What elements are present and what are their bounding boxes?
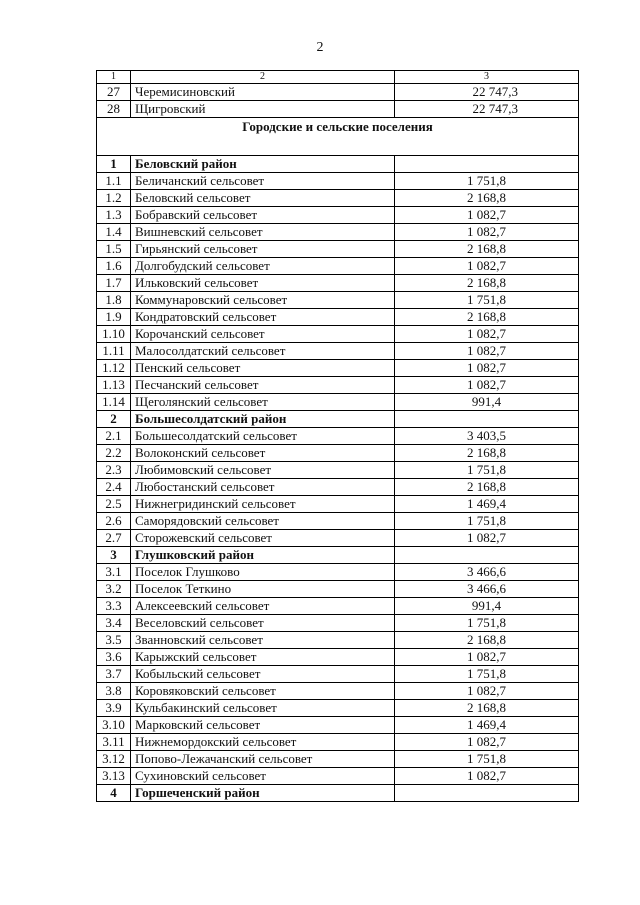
header-col-1: 1 [97,71,131,84]
row-number: 1.6 [97,258,131,275]
row-name: Званновский сельсовет [131,632,395,649]
row-value: 1 469,4 [395,496,579,513]
row-name: Кондратовский сельсовет [131,309,395,326]
row-value: 1 082,7 [395,734,579,751]
row-value: 991,4 [395,598,579,615]
table-row [97,479,579,496]
row-number: 3.2 [97,581,131,598]
district-number: 1 [97,156,131,173]
row-number: 1.4 [97,224,131,241]
district-value [395,411,579,428]
table-row [97,292,579,309]
row-name: Щеголянский сельсовет [131,394,395,411]
row-number: 3.13 [97,768,131,785]
district-number: 2 [97,411,131,428]
table-row [97,275,579,292]
row-value: 2 168,8 [395,632,579,649]
table-row [97,326,579,343]
row-name: Беличанский сельсовет [131,173,395,190]
district-name: Глушковский район [131,547,395,564]
row-name: Беловский сельсовет [131,190,395,207]
district-row [97,411,579,428]
row-value: 3 403,5 [395,428,579,445]
district-name: Беловский район [131,156,395,173]
table-row [97,598,579,615]
table-row [97,649,579,666]
table-row [97,84,579,101]
row-value: 1 751,8 [395,513,579,530]
district-value [395,785,579,802]
row-number: 1.11 [97,343,131,360]
district-number: 4 [97,785,131,802]
row-value: 1 082,7 [395,207,579,224]
header-col-3: 3 [395,71,579,84]
row-name: Поселок Глушково [131,564,395,581]
table-row [97,394,579,411]
row-name: Сухиновский сельсовет [131,768,395,785]
row-name: Коммунаровский сельсовет [131,292,395,309]
row-number: 1.13 [97,377,131,394]
table-row [97,632,579,649]
allocation-table [96,70,579,802]
district-number: 3 [97,547,131,564]
row-number: 1.14 [97,394,131,411]
row-value: 1 082,7 [395,326,579,343]
district-value [395,547,579,564]
row-value: 1 751,8 [395,173,579,190]
row-name: Черемисиновский [131,84,395,101]
row-name: Веселовский сельсовет [131,615,395,632]
row-number: 1.7 [97,275,131,292]
row-number: 1.1 [97,173,131,190]
row-number: 1.5 [97,241,131,258]
district-row [97,156,579,173]
row-value: 3 466,6 [395,581,579,598]
row-number: 1.8 [97,292,131,309]
row-value: 22 747,3 [395,84,579,101]
row-value: 1 751,8 [395,615,579,632]
row-name: Корочанский сельсовет [131,326,395,343]
row-number: 3.12 [97,751,131,768]
row-number: 28 [97,101,131,118]
row-name: Поселок Теткино [131,581,395,598]
row-value: 1 751,8 [395,292,579,309]
row-value: 3 466,6 [395,564,579,581]
row-number: 1.12 [97,360,131,377]
row-name: Малосолдатский сельсовет [131,343,395,360]
row-name: Волоконский сельсовет [131,445,395,462]
table-row [97,173,579,190]
row-number: 3.6 [97,649,131,666]
section-header-row [97,118,579,156]
row-name: Гирьянский сельсовет [131,241,395,258]
row-name: Большесолдатский сельсовет [131,428,395,445]
header-col-2: 2 [131,71,395,84]
district-row [97,785,579,802]
table-row [97,258,579,275]
row-name: Алексеевский сельсовет [131,598,395,615]
row-number: 3.10 [97,717,131,734]
table-row [97,666,579,683]
table-header-row [97,71,579,84]
row-number: 2.1 [97,428,131,445]
table-row [97,207,579,224]
table-row [97,734,579,751]
row-number: 1.10 [97,326,131,343]
row-value: 2 168,8 [395,309,579,326]
row-value: 1 082,7 [395,683,579,700]
row-name: Нижнегридинский сельсовет [131,496,395,513]
row-number: 2.2 [97,445,131,462]
row-number: 2.4 [97,479,131,496]
row-number: 3.4 [97,615,131,632]
table-row [97,101,579,118]
row-number: 2.3 [97,462,131,479]
row-name: Бобравский сельсовет [131,207,395,224]
table-row [97,241,579,258]
row-value: 2 168,8 [395,190,579,207]
row-value: 2 168,8 [395,479,579,496]
row-number: 1.3 [97,207,131,224]
row-value: 1 082,7 [395,224,579,241]
row-name: Марковский сельсовет [131,717,395,734]
row-value: 1 082,7 [395,360,579,377]
table-row [97,751,579,768]
row-number: 2.6 [97,513,131,530]
table-row [97,581,579,598]
table-row [97,428,579,445]
table-row [97,513,579,530]
row-number: 3.8 [97,683,131,700]
row-name: Щигровский [131,101,395,118]
row-name: Песчанский сельсовет [131,377,395,394]
district-row [97,547,579,564]
row-name: Вишневский сельсовет [131,224,395,241]
row-value: 1 082,7 [395,258,579,275]
row-value: 2 168,8 [395,445,579,462]
table-row [97,190,579,207]
row-value: 2 168,8 [395,700,579,717]
table-row [97,683,579,700]
row-value: 1 751,8 [395,462,579,479]
row-number: 2.5 [97,496,131,513]
table-row [97,615,579,632]
row-name: Сторожевский сельсовет [131,530,395,547]
table-row [97,445,579,462]
row-number: 3.3 [97,598,131,615]
table-row [97,462,579,479]
table-row [97,343,579,360]
district-name: Горшеченский район [131,785,395,802]
page-number: 2 [316,40,324,55]
row-value: 1 469,4 [395,717,579,734]
table-row [97,717,579,734]
row-number: 27 [97,84,131,101]
row-value: 1 751,8 [395,666,579,683]
table-row [97,360,579,377]
row-name: Ильковский сельсовет [131,275,395,292]
row-name: Нижнемордокский сельсовет [131,734,395,751]
row-value: 2 168,8 [395,241,579,258]
table-row [97,530,579,547]
row-name: Кульбакинский сельсовет [131,700,395,717]
row-number: 1.9 [97,309,131,326]
row-value: 1 082,7 [395,530,579,547]
row-number: 2.7 [97,530,131,547]
row-name: Попово-Лежачанский сельсовет [131,751,395,768]
district-value [395,156,579,173]
table-row [97,377,579,394]
row-name: Пенский сельсовет [131,360,395,377]
row-name: Карыжский сельсовет [131,649,395,666]
row-name: Коровяковский сельсовет [131,683,395,700]
row-value: 1 082,7 [395,343,579,360]
district-name: Большесолдатский район [131,411,395,428]
row-number: 3.7 [97,666,131,683]
row-value: 22 747,3 [395,101,579,118]
row-number: 3.1 [97,564,131,581]
row-number: 3.5 [97,632,131,649]
table-body [97,71,579,802]
row-value: 1 082,7 [395,649,579,666]
row-value: 1 082,7 [395,377,579,394]
row-name: Кобыльский сельсовет [131,666,395,683]
table-row [97,309,579,326]
row-name: Любостанский сельсовет [131,479,395,496]
table-row [97,496,579,513]
row-number: 3.9 [97,700,131,717]
row-name: Долгобудский сельсовет [131,258,395,275]
table-row [97,564,579,581]
table-row [97,700,579,717]
row-value: 1 082,7 [395,768,579,785]
row-value: 2 168,8 [395,275,579,292]
row-number: 3.11 [97,734,131,751]
row-value: 1 751,8 [395,751,579,768]
row-number: 1.2 [97,190,131,207]
row-name: Любимовский сельсовет [131,462,395,479]
row-name: Саморядовский сельсовет [131,513,395,530]
row-value: 991,4 [395,394,579,411]
section-title: Городские и сельские поселения [97,118,579,156]
table-row [97,768,579,785]
table-row [97,224,579,241]
